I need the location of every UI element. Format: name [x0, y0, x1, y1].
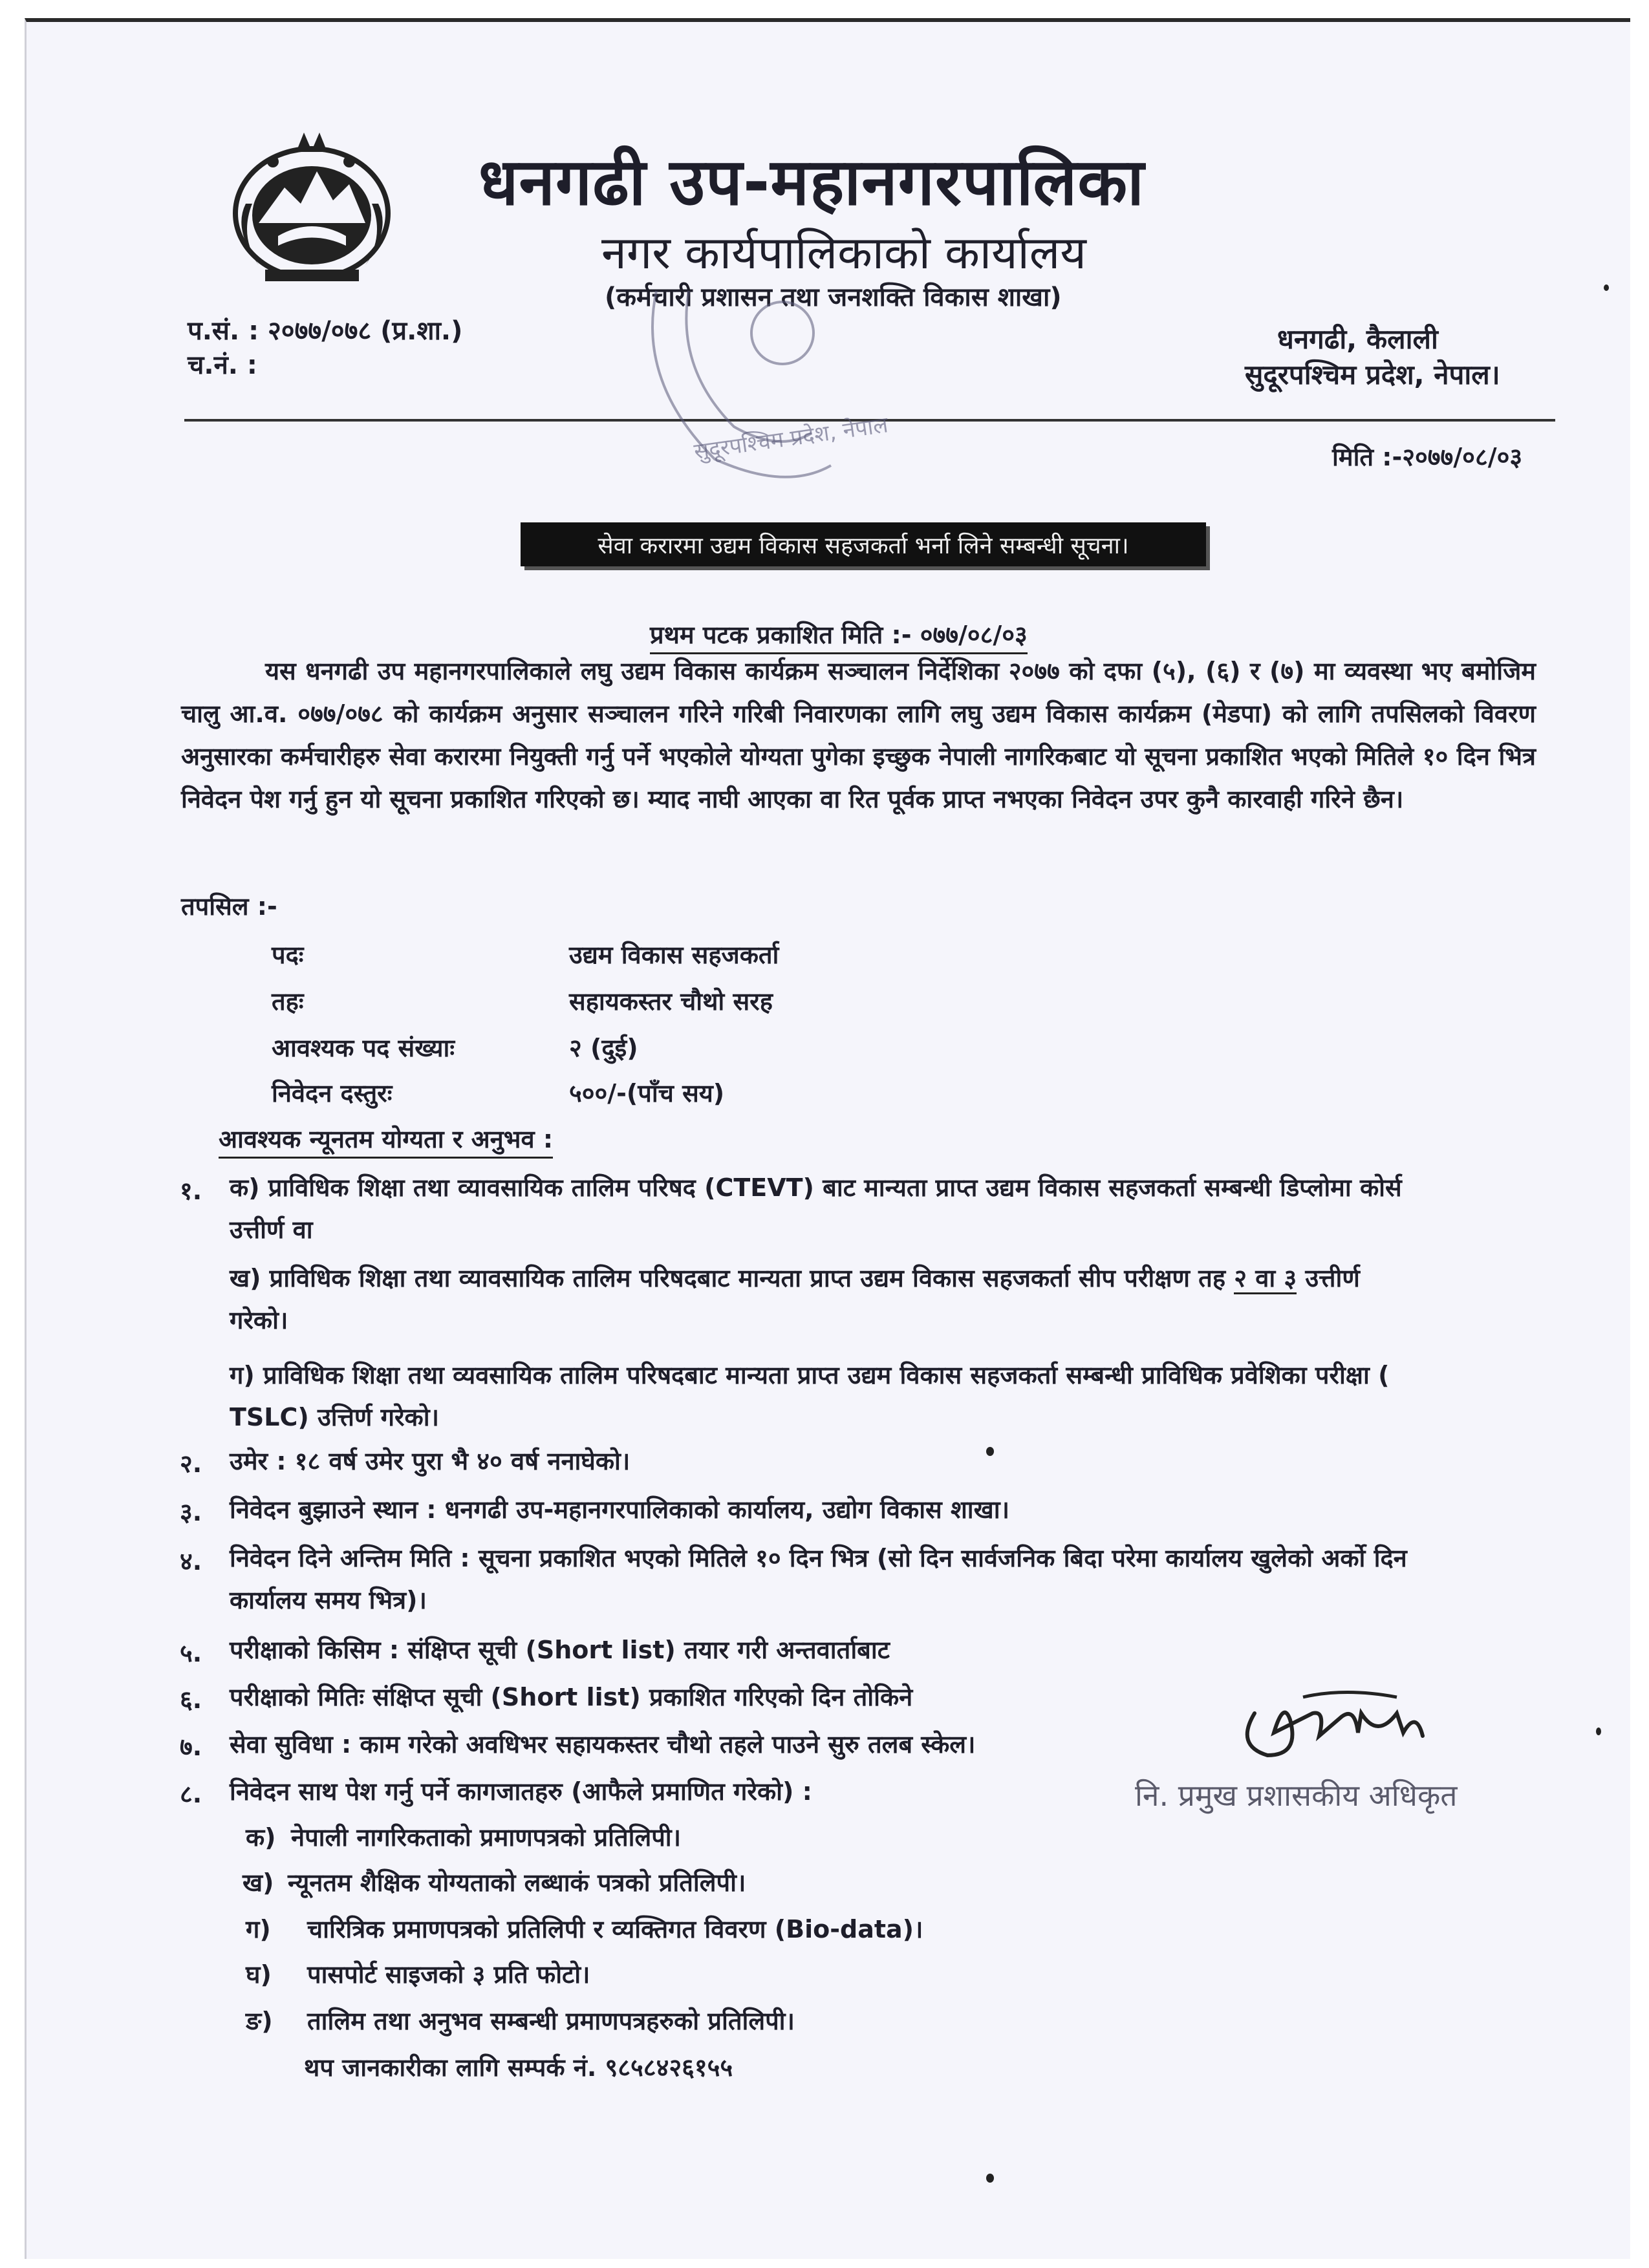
publish-date: प्रथम पटक प्रकाशित मिति :- ०७७/०८/०३	[650, 617, 1028, 654]
item-number: २.	[180, 1450, 202, 1478]
address-province: सुदूरपश्चिम प्रदेश, नेपाल।	[1245, 359, 1500, 390]
item-documents: निवेदन साथ पेश गर्नु पर्ने कागजातहरु (आफैले प्रमाणित गरेको) :	[230, 1777, 812, 1806]
item-number: १.	[180, 1177, 202, 1205]
item-service-benefits: सेवा सुविधा : काम गरेको अवधिभर सहायकस्तर चौथो तहले पाउने सुरु तलब स्केल।	[230, 1730, 976, 1759]
scan-speck	[986, 2174, 994, 2183]
document-item: न्यूनतम शैक्षिक योग्यताको लब्धाकं पत्रको प्रतिलिपी।	[288, 1868, 746, 1897]
detail-label: पदः	[272, 941, 304, 969]
details-heading: तपसिल :-	[181, 892, 277, 921]
notice-banner: सेवा करारमा उद्यम विकास सहजकर्ता भर्ना लिने सम्बन्धी सूचना।	[521, 522, 1206, 566]
document-date: मिति :-२०७७/०८/०३	[1332, 443, 1523, 471]
qualification-c-cont: TSLC) उत्तिर्ण गरेको।	[230, 1403, 439, 1431]
government-emblem-logo	[220, 126, 404, 288]
document-item: चारित्रिक प्रमाणपत्रको प्रतिलिपी र व्यक्तिगत विवरण (Bio-data)।	[307, 1915, 923, 1943]
item-number: ५.	[180, 1639, 202, 1667]
document-item: नेपाली नागरिकताको प्रमाणपत्रको प्रतिलिपी।	[291, 1823, 682, 1852]
item-exam-date: परीक्षाको मितिः संक्षिप्त सूची (Short list) प्रकाशित गरिएको दिन तोकिने	[230, 1683, 913, 1711]
document-mark: घ)	[246, 1960, 272, 1989]
signatory-title: नि. प्रमुख प्रशासकीय अधिकृत	[1135, 1778, 1458, 1813]
seal-text: सुदूरपश्चिम प्रदेश, नेपाल	[692, 412, 890, 465]
qualification-b-end: उत्तीर्ण	[1305, 1264, 1360, 1292]
qualification-heading: आवश्यक न्यूनतम योग्यता र अनुभव :	[219, 1122, 553, 1159]
item-number: ७.	[180, 1733, 202, 1761]
dispatch-number: च.नं. :	[188, 350, 257, 380]
page-title: धनगढी उप-महानगरपालिका	[479, 144, 1145, 220]
contact-number: थप जानकारीका लागि सम्पर्क नं. ९८५८४२६१५५	[304, 2053, 733, 2082]
office-seal-stamp	[618, 272, 909, 491]
item-deadline-cont: कार्यालय समय भित्र)।	[230, 1586, 427, 1614]
item-submission-place: निवेदन बुझाउने स्थान : धनगढी उप-महानगरपालिकाको कार्यालय, उद्योग विकास शाखा।	[230, 1495, 1009, 1524]
document-mark: क)	[246, 1823, 276, 1852]
item-deadline: निवेदन दिने अन्तिम मिति : सूचना प्रकाशित भएको मितिले १० दिन भित्र (सो दिन सार्वजनिक बिदा परेमा कार्यालय खुलेको अर्को दिन	[230, 1544, 1407, 1572]
detail-value: उद्यम विकास सहजकर्ता	[569, 941, 779, 969]
document-mark: ग)	[246, 1915, 271, 1943]
item-number: ३.	[180, 1498, 202, 1526]
detail-label: आवश्यक पद संख्याः	[272, 1034, 455, 1062]
qualification-c: ग) प्राविधिक शिक्षा तथा व्यवसायिक तालिम परिषदबाट मान्यता प्राप्त उद्यम विकास सहजकर्ता सम्बन्धी प्राविधिक प्रवेशिका परीक्षा (	[230, 1361, 1390, 1389]
qualification-b-cont: गरेको।	[230, 1306, 288, 1334]
qualification-b-text: ख) प्राविधिक शिक्षा तथा व्यावसायिक तालिम परिषदबाट मान्यता प्राप्त उद्यम विकास सहजकर्ता सीप परीक्षण तह	[230, 1264, 1225, 1292]
item-exam-type: परीक्षाको किसिम : संक्षिप्त सूची (Short list) तयार गरी अन्तवार्ताबाट	[230, 1636, 890, 1664]
section-name: (कर्मचारी प्रशासन तथा जनशक्ति विकास शाखा)	[605, 283, 1062, 312]
scan-speck	[986, 1447, 994, 1456]
office-name: नगर कार्यपालिकाको कार्यालय	[601, 226, 1086, 279]
detail-value: ५००/-(पाँच सय)	[569, 1079, 725, 1107]
detail-label: तहः	[272, 987, 304, 1016]
document-mark: ङ)	[246, 2007, 273, 2035]
item-number: ४.	[180, 1547, 202, 1576]
address-city: धनगढी, कैलाली	[1277, 323, 1438, 355]
detail-label: निवेदन दस्तुरः	[272, 1079, 393, 1107]
qualification-a: क) प्राविधिक शिक्षा तथा व्यावसायिक तालिम परिषद (CTEVT) बाट मान्यता प्राप्त उद्यम विकास सहजकर्ता सम्बन्धी डिप्लोमा कोर्स	[230, 1173, 1402, 1202]
item-number: ६.	[180, 1685, 202, 1714]
detail-value: २ (दुई)	[569, 1034, 638, 1062]
qualification-b	[230, 1257, 1360, 1299]
document-item: पासपोर्ट साइजको ३ प्रति फोटो।	[307, 1960, 590, 1989]
document-item: तालिम तथा अनुभव सम्बन्धी प्रमाणपत्रहरुको प्रतिलिपी।	[307, 2007, 795, 2035]
qualification-b-levels: २ वा ३	[1234, 1264, 1297, 1294]
item-number: ८.	[180, 1780, 202, 1808]
document-mark: ख)	[242, 1868, 274, 1897]
detail-value: सहायकस्तर चौथो सरह	[569, 987, 773, 1016]
qualification-a-cont: उत्तीर्ण वा	[230, 1215, 313, 1244]
handwritten-signature	[1229, 1674, 1442, 1771]
scan-speck	[1596, 1728, 1601, 1735]
item-age: उमेर : १८ वर्ष उमेर पुरा भै ४० वर्ष ननाघेको।	[230, 1447, 630, 1475]
scan-speck	[1604, 284, 1609, 291]
notice-body: यस धनगढी उप महानगरपालिकाले लघु उद्यम विकास कार्यक्रम सञ्चालन निर्देशिका २०७७ को दफा (५), (६) र (७) मा व्यवस्था भए बमोजिम चालु आ.व. ०७७/०७८ को कार्यक्रम अनुसार सञ्चालन गरिने गरिबी निवारणका लागि लघु उद्यम विकास कार्यक्रम (मेडपा) को लागि तपसिलको विवरण अनुसारका कर्मचारीहरु सेवा करारमा नियुक्ती गर्नु पर्ने भएकोले योग्यता पुगेका इच्छुक नेपाली नागरिकबाट यो सूचना प्रकाशित भएको मितिले १० दिन भित्र निवेदन पेश गर्नु हुन यो सूचना प्रकाशित गरिएको छ। म्याद नाघी आएका वा रित पूर्वक प्राप्त नभएका निवेदन उपर कुनै कारवाही गरिने छैन।	[181, 657, 1536, 813]
reference-number: प.सं. : २०७७/०७८ (प्र.शा.)	[188, 316, 463, 346]
